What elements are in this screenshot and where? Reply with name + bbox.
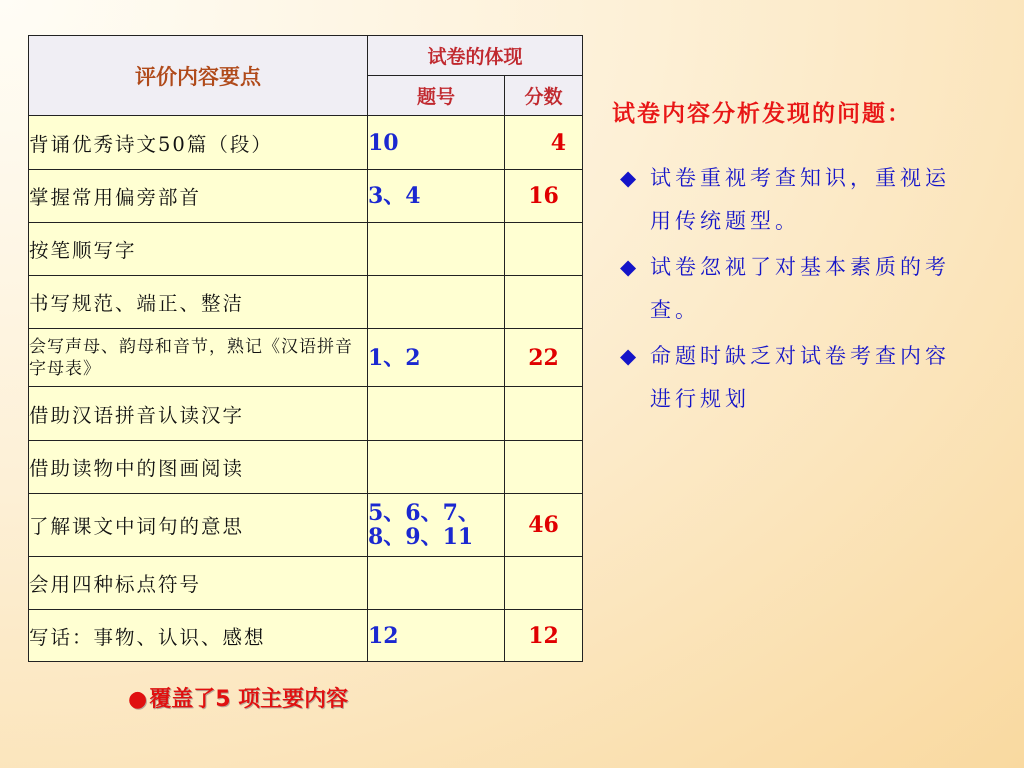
coverage-summary-text: 覆盖了5 项主要内容 xyxy=(149,687,349,712)
diamond-bullet-icon: ◆ xyxy=(620,344,637,368)
table-row xyxy=(29,170,583,223)
table-row xyxy=(29,223,583,276)
analysis-point-text: 试卷忽视了对基本素质的考查。 xyxy=(650,255,950,322)
question-cell: 5、6、7、8、9、11 xyxy=(368,494,505,557)
analysis-point xyxy=(620,157,970,243)
analysis-point-text: 命题时缺乏对试卷考查内容进行规划 xyxy=(650,344,950,411)
item-cell: 掌握常用偏旁部首 xyxy=(29,170,368,223)
item-cell: 借助汉语拼音认读汉字 xyxy=(29,387,368,441)
score-cell xyxy=(505,223,583,276)
question-cell: 3、4 xyxy=(368,170,505,223)
item-cell: 背诵优秀诗文50篇（段） xyxy=(29,116,368,170)
table-row xyxy=(29,116,583,170)
table-row xyxy=(29,329,583,387)
question-cell: 10 xyxy=(368,116,505,170)
header-score: 分数 xyxy=(505,76,583,116)
evaluation-table xyxy=(28,35,583,662)
item-cell: 会写声母、韵母和音节，熟记《汉语拼音字母表》 xyxy=(29,329,368,387)
analysis-point xyxy=(620,335,970,421)
circle-bullet-icon: ● xyxy=(128,687,148,712)
item-cell: 书写规范、端正、整洁 xyxy=(29,276,368,329)
score-cell xyxy=(505,276,583,329)
diamond-bullet-icon: ◆ xyxy=(620,166,637,190)
header-group: 试卷的体现 xyxy=(368,36,583,76)
question-cell: 1、2 xyxy=(368,329,505,387)
question-cell xyxy=(368,387,505,441)
item-cell: 了解课文中词句的意思 xyxy=(29,494,368,557)
score-cell: 46 xyxy=(505,494,583,557)
table-row xyxy=(29,441,583,494)
score-cell: 4 xyxy=(505,116,583,170)
score-cell xyxy=(505,557,583,610)
header-item: 评价内容要点 xyxy=(29,36,368,116)
score-cell: 16 xyxy=(505,170,583,223)
question-cell: 12 xyxy=(368,610,505,662)
diamond-bullet-icon: ◆ xyxy=(620,255,637,279)
header-question: 题号 xyxy=(368,76,505,116)
analysis-title: 试卷内容分析发现的问题： xyxy=(612,100,912,127)
analysis-point xyxy=(620,246,970,332)
score-cell: 22 xyxy=(505,329,583,387)
item-cell: 会用四种标点符号 xyxy=(29,557,368,610)
item-cell: 写话：事物、认识、感想 xyxy=(29,610,368,662)
table-row xyxy=(29,557,583,610)
table-row xyxy=(29,276,583,329)
question-cell xyxy=(368,276,505,329)
question-cell xyxy=(368,557,505,610)
coverage-summary xyxy=(128,682,348,713)
item-cell: 按笔顺写字 xyxy=(29,223,368,276)
table-row xyxy=(29,387,583,441)
score-cell: 12 xyxy=(505,610,583,662)
score-cell xyxy=(505,387,583,441)
table-row xyxy=(29,610,583,662)
table-row xyxy=(29,494,583,557)
question-cell xyxy=(368,441,505,494)
score-cell xyxy=(505,441,583,494)
analysis-point-text: 试卷重视考查知识，重视运用传统题型。 xyxy=(650,166,950,233)
analysis-list xyxy=(620,157,970,424)
item-cell: 借助读物中的图画阅读 xyxy=(29,441,368,494)
question-cell xyxy=(368,223,505,276)
